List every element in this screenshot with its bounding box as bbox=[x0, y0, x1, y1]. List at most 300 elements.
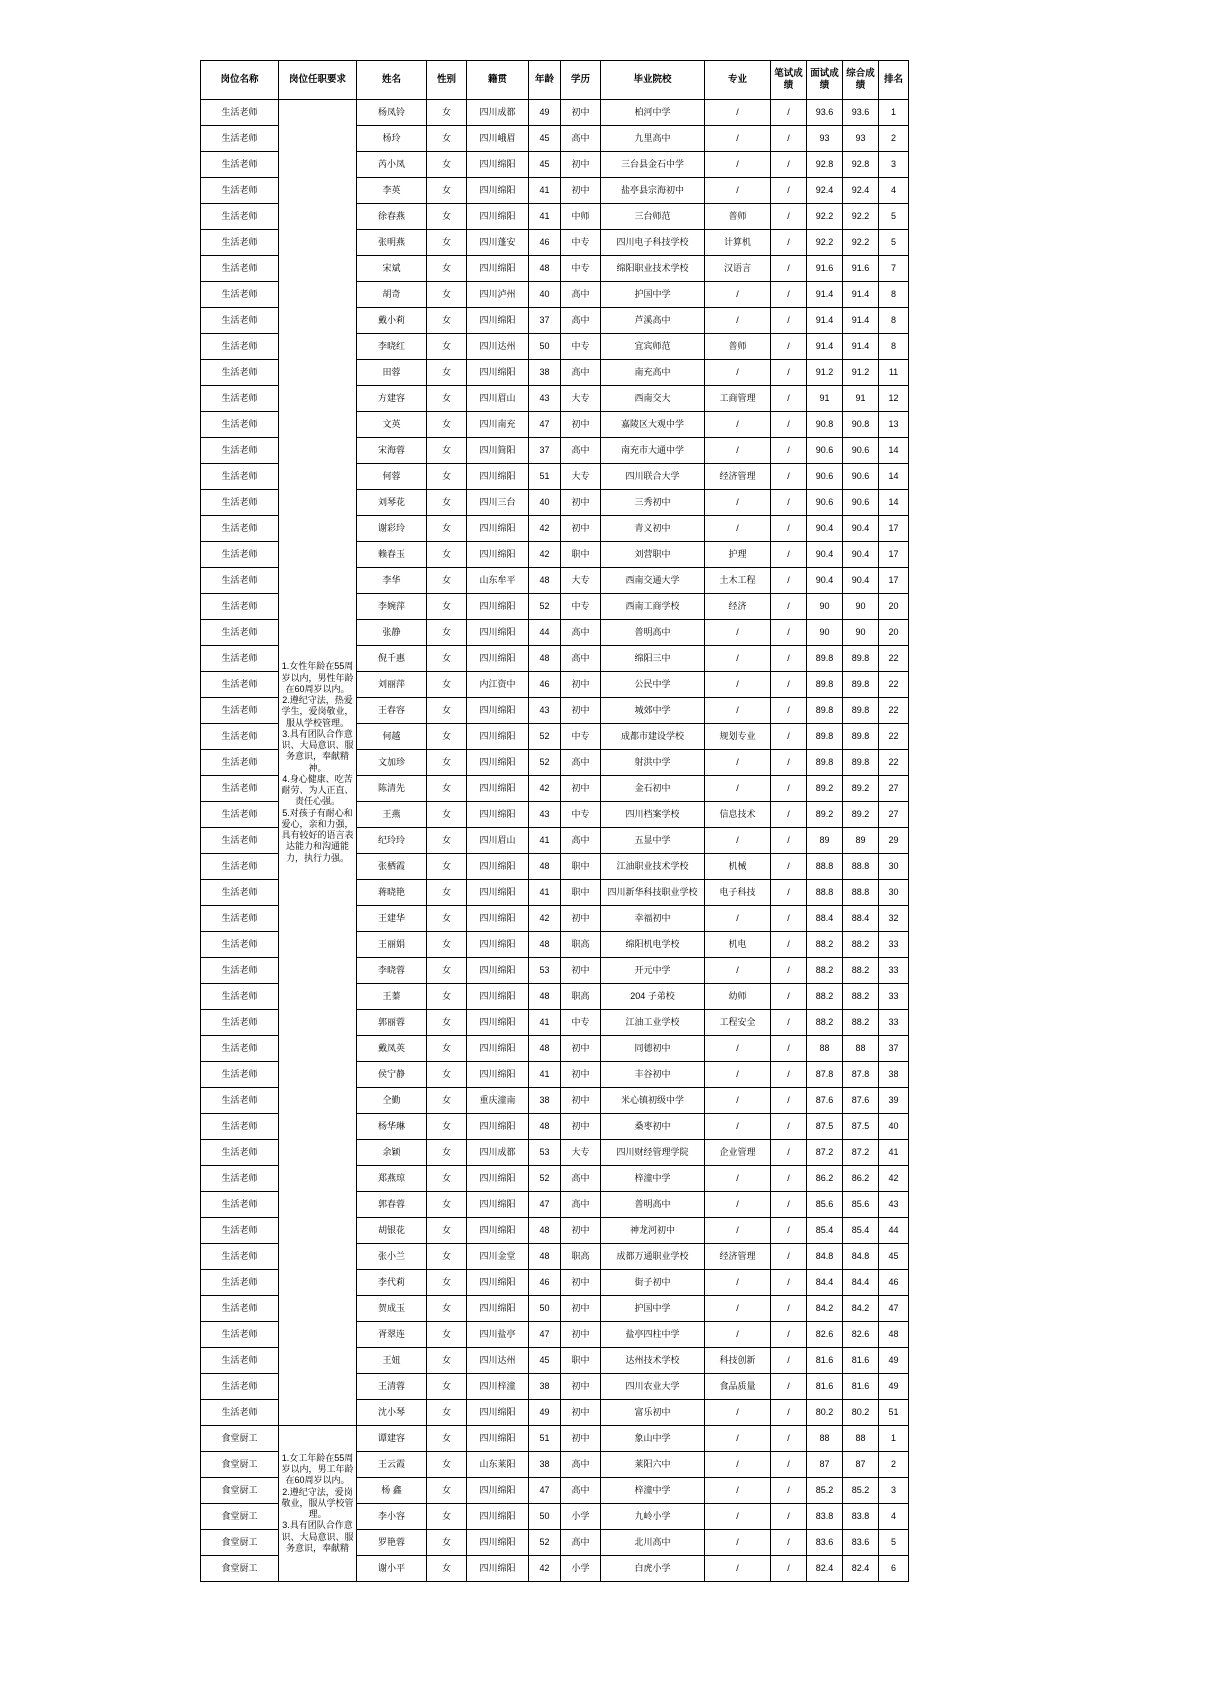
cell-native: 四川梓潼 bbox=[467, 1374, 529, 1400]
cell-major: 计算机 bbox=[705, 230, 771, 256]
cell-school: 护国中学 bbox=[601, 1296, 705, 1322]
cell-post: 生活老师 bbox=[201, 516, 279, 542]
cell-sex: 女 bbox=[427, 802, 467, 828]
cell-age: 47 bbox=[529, 1478, 561, 1504]
cell-post: 生活老师 bbox=[201, 1244, 279, 1270]
cell-written-score: / bbox=[771, 1348, 807, 1374]
cell-interview-score: 83.8 bbox=[807, 1504, 843, 1530]
cell-native: 四川绵阳 bbox=[467, 698, 529, 724]
cell-post: 生活老师 bbox=[201, 282, 279, 308]
cell-major: / bbox=[705, 620, 771, 646]
cell-post: 生活老师 bbox=[201, 542, 279, 568]
cell-education: 初中 bbox=[561, 1218, 601, 1244]
cell-age: 43 bbox=[529, 386, 561, 412]
cell-post: 生活老师 bbox=[201, 1036, 279, 1062]
cell-native: 四川绵阳 bbox=[467, 802, 529, 828]
cell-interview-score: 90.6 bbox=[807, 490, 843, 516]
cell-interview-score: 88.2 bbox=[807, 984, 843, 1010]
cell-post: 生活老师 bbox=[201, 1400, 279, 1426]
cell-post: 生活老师 bbox=[201, 776, 279, 802]
cell-rank: 17 bbox=[879, 542, 909, 568]
cell-native: 四川峨眉 bbox=[467, 126, 529, 152]
cell-total-score: 87.8 bbox=[843, 1062, 879, 1088]
col-total-score: 综合成绩 bbox=[843, 61, 879, 100]
cell-school: 南充高中 bbox=[601, 360, 705, 386]
cell-rank: 45 bbox=[879, 1244, 909, 1270]
cell-name: 李小容 bbox=[357, 1504, 427, 1530]
cell-post: 生活老师 bbox=[201, 1192, 279, 1218]
cell-native: 四川绵阳 bbox=[467, 1218, 529, 1244]
cell-total-score: 82.4 bbox=[843, 1556, 879, 1582]
cell-major: / bbox=[705, 1218, 771, 1244]
cell-native: 四川达州 bbox=[467, 1348, 529, 1374]
cell-major: / bbox=[705, 750, 771, 776]
col-rank: 排名 bbox=[879, 61, 909, 100]
cell-total-score: 89.8 bbox=[843, 724, 879, 750]
cell-major: / bbox=[705, 1036, 771, 1062]
cell-school: 绵阳机电学校 bbox=[601, 932, 705, 958]
cell-education: 小学 bbox=[561, 1504, 601, 1530]
cell-school: 嘉陵区大观中学 bbox=[601, 412, 705, 438]
cell-age: 42 bbox=[529, 1556, 561, 1582]
cell-written-score: / bbox=[771, 464, 807, 490]
cell-major: / bbox=[705, 178, 771, 204]
cell-sex: 女 bbox=[427, 724, 467, 750]
cell-school: 丰谷初中 bbox=[601, 1062, 705, 1088]
cell-school: 成都万通职业学校 bbox=[601, 1244, 705, 1270]
cell-written-score: / bbox=[771, 568, 807, 594]
cell-native: 四川绵阳 bbox=[467, 1010, 529, 1036]
cell-total-score: 92.2 bbox=[843, 230, 879, 256]
cell-native: 四川绵阳 bbox=[467, 958, 529, 984]
cell-post: 生活老师 bbox=[201, 1218, 279, 1244]
cell-rank: 5 bbox=[879, 1530, 909, 1556]
cell-sex: 女 bbox=[427, 1348, 467, 1374]
cell-total-score: 85.6 bbox=[843, 1192, 879, 1218]
cell-interview-score: 91.6 bbox=[807, 256, 843, 282]
cell-name: 李英 bbox=[357, 178, 427, 204]
cell-education: 中专 bbox=[561, 1010, 601, 1036]
col-school: 毕业院校 bbox=[601, 61, 705, 100]
cell-post: 生活老师 bbox=[201, 698, 279, 724]
cell-post: 生活老师 bbox=[201, 412, 279, 438]
cell-education: 初中 bbox=[561, 1426, 601, 1452]
table-row bbox=[201, 100, 909, 126]
cell-sex: 女 bbox=[427, 1192, 467, 1218]
cell-major: / bbox=[705, 646, 771, 672]
cell-sex: 女 bbox=[427, 828, 467, 854]
cell-sex: 女 bbox=[427, 204, 467, 230]
cell-interview-score: 81.6 bbox=[807, 1374, 843, 1400]
cell-school: 护国中学 bbox=[601, 282, 705, 308]
cell-written-score: / bbox=[771, 1062, 807, 1088]
cell-native: 四川绵阳 bbox=[467, 880, 529, 906]
cell-interview-score: 91.4 bbox=[807, 308, 843, 334]
cell-interview-score: 93.6 bbox=[807, 100, 843, 126]
cell-school: 宜宾师范 bbox=[601, 334, 705, 360]
cell-school: 绵阳三中 bbox=[601, 646, 705, 672]
cell-rank: 27 bbox=[879, 802, 909, 828]
cell-total-score: 88.2 bbox=[843, 984, 879, 1010]
cell-written-score: / bbox=[771, 1374, 807, 1400]
cell-school: 象山中学 bbox=[601, 1426, 705, 1452]
cell-total-score: 89.2 bbox=[843, 802, 879, 828]
cell-interview-score: 81.6 bbox=[807, 1348, 843, 1374]
cell-school: 西南交大 bbox=[601, 386, 705, 412]
cell-interview-score: 90.8 bbox=[807, 412, 843, 438]
cell-education: 初中 bbox=[561, 1374, 601, 1400]
cell-school: 盐亭四柱中学 bbox=[601, 1322, 705, 1348]
cell-interview-score: 90.6 bbox=[807, 438, 843, 464]
cell-age: 43 bbox=[529, 802, 561, 828]
cell-native: 四川金堂 bbox=[467, 1244, 529, 1270]
cell-rank: 5 bbox=[879, 204, 909, 230]
cell-sex: 女 bbox=[427, 672, 467, 698]
cell-written-score: / bbox=[771, 646, 807, 672]
cell-age: 41 bbox=[529, 880, 561, 906]
cell-education: 中专 bbox=[561, 724, 601, 750]
cell-age: 41 bbox=[529, 828, 561, 854]
cell-rank: 30 bbox=[879, 880, 909, 906]
cell-major: / bbox=[705, 152, 771, 178]
cell-native: 四川绵阳 bbox=[467, 178, 529, 204]
cell-age: 48 bbox=[529, 256, 561, 282]
cell-post: 生活老师 bbox=[201, 880, 279, 906]
cell-interview-score: 91.4 bbox=[807, 282, 843, 308]
cell-school: 三秀初中 bbox=[601, 490, 705, 516]
cell-native: 四川绵阳 bbox=[467, 308, 529, 334]
cell-sex: 女 bbox=[427, 360, 467, 386]
cell-major: 企业管理 bbox=[705, 1140, 771, 1166]
cell-written-score: / bbox=[771, 1114, 807, 1140]
cell-sex: 女 bbox=[427, 594, 467, 620]
cell-written-score: / bbox=[771, 256, 807, 282]
cell-interview-score: 89 bbox=[807, 828, 843, 854]
cell-education: 高中 bbox=[561, 1530, 601, 1556]
cell-name: 李华 bbox=[357, 568, 427, 594]
cell-school: 同德初中 bbox=[601, 1036, 705, 1062]
cell-rank: 43 bbox=[879, 1192, 909, 1218]
cell-name: 郭春蓉 bbox=[357, 1192, 427, 1218]
cell-name: 谢小平 bbox=[357, 1556, 427, 1582]
cell-written-score: / bbox=[771, 1400, 807, 1426]
cell-education: 职高 bbox=[561, 984, 601, 1010]
cell-rank: 3 bbox=[879, 1478, 909, 1504]
cell-rank: 38 bbox=[879, 1062, 909, 1088]
cell-major: 机械 bbox=[705, 854, 771, 880]
cell-age: 51 bbox=[529, 1426, 561, 1452]
cell-major: 工商管理 bbox=[705, 386, 771, 412]
cell-interview-score: 91 bbox=[807, 386, 843, 412]
cell-total-score: 91.4 bbox=[843, 308, 879, 334]
cell-interview-score: 90 bbox=[807, 620, 843, 646]
cell-total-score: 84.2 bbox=[843, 1296, 879, 1322]
cell-native: 四川成都 bbox=[467, 1140, 529, 1166]
cell-interview-score: 86.2 bbox=[807, 1166, 843, 1192]
cell-native: 四川绵阳 bbox=[467, 776, 529, 802]
cell-education: 高中 bbox=[561, 1192, 601, 1218]
cell-age: 45 bbox=[529, 152, 561, 178]
cell-age: 53 bbox=[529, 1140, 561, 1166]
cell-total-score: 84.4 bbox=[843, 1270, 879, 1296]
cell-school: 柏河中学 bbox=[601, 100, 705, 126]
cell-written-score: / bbox=[771, 412, 807, 438]
cell-written-score: / bbox=[771, 1140, 807, 1166]
cell-sex: 女 bbox=[427, 490, 467, 516]
cell-major: / bbox=[705, 490, 771, 516]
cell-name: 陈清先 bbox=[357, 776, 427, 802]
cell-education: 职高 bbox=[561, 1244, 601, 1270]
cell-sex: 女 bbox=[427, 1062, 467, 1088]
cell-post: 生活老师 bbox=[201, 386, 279, 412]
cell-post: 生活老师 bbox=[201, 1010, 279, 1036]
cell-education: 中专 bbox=[561, 594, 601, 620]
cell-written-score: / bbox=[771, 1218, 807, 1244]
cell-major: 规划专业 bbox=[705, 724, 771, 750]
cell-interview-score: 85.4 bbox=[807, 1218, 843, 1244]
cell-post: 生活老师 bbox=[201, 672, 279, 698]
cell-sex: 女 bbox=[427, 308, 467, 334]
cell-education: 职中 bbox=[561, 854, 601, 880]
cell-written-score: / bbox=[771, 1426, 807, 1452]
cell-education: 初中 bbox=[561, 100, 601, 126]
cell-written-score: / bbox=[771, 1452, 807, 1478]
cell-sex: 女 bbox=[427, 152, 467, 178]
cell-sex: 女 bbox=[427, 958, 467, 984]
cell-rank: 6 bbox=[879, 1556, 909, 1582]
cell-rank: 22 bbox=[879, 750, 909, 776]
cell-post: 生活老师 bbox=[201, 100, 279, 126]
cell-name: 李婉萍 bbox=[357, 594, 427, 620]
cell-name: 谭建容 bbox=[357, 1426, 427, 1452]
cell-interview-score: 92.8 bbox=[807, 152, 843, 178]
cell-total-score: 87.6 bbox=[843, 1088, 879, 1114]
cell-name: 戴凤英 bbox=[357, 1036, 427, 1062]
cell-native: 四川盐亭 bbox=[467, 1322, 529, 1348]
cell-major: / bbox=[705, 412, 771, 438]
cell-age: 38 bbox=[529, 1452, 561, 1478]
cell-age: 52 bbox=[529, 594, 561, 620]
cell-sex: 女 bbox=[427, 100, 467, 126]
cell-rank: 8 bbox=[879, 334, 909, 360]
cell-school: 金石初中 bbox=[601, 776, 705, 802]
cell-total-score: 91 bbox=[843, 386, 879, 412]
cell-interview-score: 85.2 bbox=[807, 1478, 843, 1504]
cell-written-score: / bbox=[771, 828, 807, 854]
cell-rank: 29 bbox=[879, 828, 909, 854]
cell-major: / bbox=[705, 1192, 771, 1218]
cell-name: 罗艳蓉 bbox=[357, 1530, 427, 1556]
cell-name: 张小兰 bbox=[357, 1244, 427, 1270]
cell-education: 大专 bbox=[561, 568, 601, 594]
col-age: 年龄 bbox=[529, 61, 561, 100]
cell-school: 神龙河初中 bbox=[601, 1218, 705, 1244]
cell-rank: 32 bbox=[879, 906, 909, 932]
header-row bbox=[201, 61, 909, 100]
cell-age: 42 bbox=[529, 542, 561, 568]
cell-written-score: / bbox=[771, 802, 807, 828]
cell-rank: 11 bbox=[879, 360, 909, 386]
cell-native: 四川绵阳 bbox=[467, 204, 529, 230]
cell-major: / bbox=[705, 1530, 771, 1556]
cell-rank: 14 bbox=[879, 438, 909, 464]
cell-total-score: 89.8 bbox=[843, 646, 879, 672]
cell-sex: 女 bbox=[427, 1504, 467, 1530]
cell-post: 生活老师 bbox=[201, 620, 279, 646]
cell-school: 绵阳职业技术学校 bbox=[601, 256, 705, 282]
cell-name: 何蓉 bbox=[357, 464, 427, 490]
cell-sex: 女 bbox=[427, 750, 467, 776]
cell-native: 四川绵阳 bbox=[467, 984, 529, 1010]
cell-total-score: 91.2 bbox=[843, 360, 879, 386]
cell-total-score: 90 bbox=[843, 594, 879, 620]
cell-major: / bbox=[705, 308, 771, 334]
cell-native: 四川绵阳 bbox=[467, 1426, 529, 1452]
cell-interview-score: 84.4 bbox=[807, 1270, 843, 1296]
cell-age: 52 bbox=[529, 1530, 561, 1556]
cell-post: 生活老师 bbox=[201, 308, 279, 334]
cell-post: 生活老师 bbox=[201, 1348, 279, 1374]
cell-post: 生活老师 bbox=[201, 464, 279, 490]
cell-interview-score: 87.8 bbox=[807, 1062, 843, 1088]
cell-age: 46 bbox=[529, 230, 561, 256]
cell-school: 白虎小学 bbox=[601, 1556, 705, 1582]
cell-major: / bbox=[705, 360, 771, 386]
cell-interview-score: 87.6 bbox=[807, 1088, 843, 1114]
cell-school: 三台县金石中学 bbox=[601, 152, 705, 178]
cell-sex: 女 bbox=[427, 516, 467, 542]
cell-sex: 女 bbox=[427, 932, 467, 958]
cell-post: 生活老师 bbox=[201, 1270, 279, 1296]
cell-education: 初中 bbox=[561, 1322, 601, 1348]
cell-native: 四川绵阳 bbox=[467, 1400, 529, 1426]
cell-interview-score: 90.6 bbox=[807, 464, 843, 490]
col-post: 岗位名称 bbox=[201, 61, 279, 100]
cell-name: 王妞 bbox=[357, 1348, 427, 1374]
cell-major: 普师 bbox=[705, 334, 771, 360]
cell-total-score: 89.2 bbox=[843, 776, 879, 802]
cell-native: 四川绵阳 bbox=[467, 646, 529, 672]
cell-post: 食堂厨工 bbox=[201, 1530, 279, 1556]
cell-name: 胡银花 bbox=[357, 1218, 427, 1244]
cell-rank: 3 bbox=[879, 152, 909, 178]
cell-name: 戴小莉 bbox=[357, 308, 427, 334]
cell-rank: 30 bbox=[879, 854, 909, 880]
col-native: 籍贯 bbox=[467, 61, 529, 100]
col-requirement: 岗位任职要求 bbox=[279, 61, 357, 100]
cell-written-score: / bbox=[771, 1244, 807, 1270]
col-written-score: 笔试成绩 bbox=[771, 61, 807, 100]
cell-school: 北川高中 bbox=[601, 1530, 705, 1556]
cell-written-score: / bbox=[771, 334, 807, 360]
cell-total-score: 90 bbox=[843, 620, 879, 646]
cell-age: 52 bbox=[529, 1166, 561, 1192]
cell-total-score: 90.6 bbox=[843, 490, 879, 516]
cell-total-score: 84.8 bbox=[843, 1244, 879, 1270]
cell-name: 芮小凤 bbox=[357, 152, 427, 178]
cell-post: 生活老师 bbox=[201, 230, 279, 256]
cell-total-score: 89.8 bbox=[843, 672, 879, 698]
cell-name: 杨华琳 bbox=[357, 1114, 427, 1140]
cell-education: 大专 bbox=[561, 464, 601, 490]
cell-sex: 女 bbox=[427, 1244, 467, 1270]
cell-rank: 40 bbox=[879, 1114, 909, 1140]
cell-written-score: / bbox=[771, 386, 807, 412]
cell-age: 44 bbox=[529, 620, 561, 646]
cell-native: 四川绵阳 bbox=[467, 1166, 529, 1192]
cell-education: 高中 bbox=[561, 360, 601, 386]
cell-total-score: 88.2 bbox=[843, 932, 879, 958]
cell-interview-score: 85.6 bbox=[807, 1192, 843, 1218]
cell-education: 中专 bbox=[561, 230, 601, 256]
cell-name: 李晓红 bbox=[357, 334, 427, 360]
cell-total-score: 80.2 bbox=[843, 1400, 879, 1426]
cell-native: 四川绵阳 bbox=[467, 932, 529, 958]
cell-sex: 女 bbox=[427, 646, 467, 672]
cell-major: / bbox=[705, 1426, 771, 1452]
cell-education: 职高 bbox=[561, 932, 601, 958]
cell-school: 梓潼中学 bbox=[601, 1166, 705, 1192]
cell-school: 四川电子科技学校 bbox=[601, 230, 705, 256]
cell-native: 四川绵阳 bbox=[467, 1036, 529, 1062]
cell-school: 盐亭县宗海初中 bbox=[601, 178, 705, 204]
cell-age: 37 bbox=[529, 308, 561, 334]
cell-major: / bbox=[705, 1114, 771, 1140]
cell-sex: 女 bbox=[427, 126, 467, 152]
cell-major: / bbox=[705, 828, 771, 854]
cell-name: 徐春燕 bbox=[357, 204, 427, 230]
cell-school: 桑枣初中 bbox=[601, 1114, 705, 1140]
cell-sex: 女 bbox=[427, 1530, 467, 1556]
cell-interview-score: 88.8 bbox=[807, 880, 843, 906]
cell-post: 生活老师 bbox=[201, 204, 279, 230]
cell-name: 文英 bbox=[357, 412, 427, 438]
cell-name: 沈小琴 bbox=[357, 1400, 427, 1426]
cell-age: 40 bbox=[529, 282, 561, 308]
cell-education: 初中 bbox=[561, 776, 601, 802]
cell-age: 47 bbox=[529, 412, 561, 438]
cell-school: 成都市建设学校 bbox=[601, 724, 705, 750]
table-row bbox=[201, 1426, 909, 1452]
cell-post: 生活老师 bbox=[201, 958, 279, 984]
cell-interview-score: 84.2 bbox=[807, 1296, 843, 1322]
cell-native: 四川绵阳 bbox=[467, 1504, 529, 1530]
cell-written-score: / bbox=[771, 776, 807, 802]
cell-school: 江油职业技术学校 bbox=[601, 854, 705, 880]
cell-total-score: 87.5 bbox=[843, 1114, 879, 1140]
cell-major: / bbox=[705, 1270, 771, 1296]
cell-interview-score: 88.2 bbox=[807, 1010, 843, 1036]
cell-education: 初中 bbox=[561, 152, 601, 178]
cell-rank: 20 bbox=[879, 620, 909, 646]
cell-rank: 51 bbox=[879, 1400, 909, 1426]
cell-name: 刘琴花 bbox=[357, 490, 427, 516]
cell-sex: 女 bbox=[427, 984, 467, 1010]
cell-name: 李代莉 bbox=[357, 1270, 427, 1296]
cell-written-score: / bbox=[771, 724, 807, 750]
cell-name: 何越 bbox=[357, 724, 427, 750]
cell-rank: 48 bbox=[879, 1322, 909, 1348]
cell-sex: 女 bbox=[427, 1010, 467, 1036]
cell-written-score: / bbox=[771, 880, 807, 906]
cell-interview-score: 91.4 bbox=[807, 334, 843, 360]
cell-education: 初中 bbox=[561, 906, 601, 932]
cell-age: 41 bbox=[529, 1010, 561, 1036]
cell-written-score: / bbox=[771, 1322, 807, 1348]
cell-education: 初中 bbox=[561, 958, 601, 984]
cell-name: 张栖霞 bbox=[357, 854, 427, 880]
cell-post: 生活老师 bbox=[201, 984, 279, 1010]
